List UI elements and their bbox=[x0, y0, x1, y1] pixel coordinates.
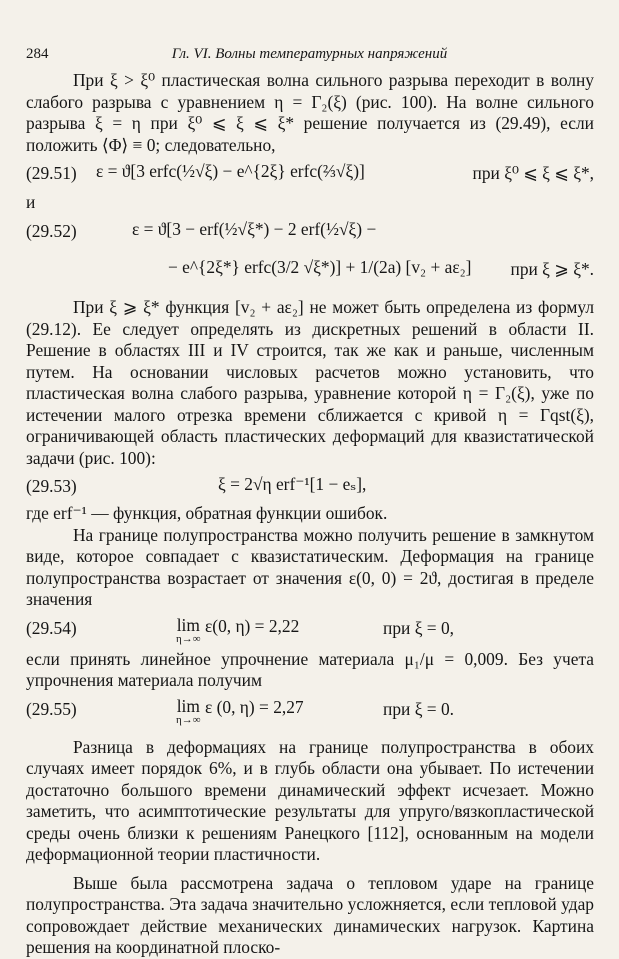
paragraph-6: Разница в деформациях на границе полупространства в обоих случаях имеет порядок 6%, и в глубь области она убывает. По истечении достаточно большого времени динамический эффект исчезает. Можно заметить, что асимптотические результаты для упруго/вязкопластической среды очень близки к решениям Ранецкого [112], основанным на модели деформационной теории пластичности. bbox=[26, 736, 594, 864]
running-title: Гл. VI. Волны температурных напряжений bbox=[171, 46, 448, 62]
paragraph-7: Выше была рассмотрена задача о тепловом ударе на границе полупространства. Эта задача значительно усложняется, если тепловой удар сопровождает действие механических динамических нагрузок. Картина решения на координатной плоско- bbox=[26, 872, 594, 957]
equation-29-51 bbox=[26, 156, 594, 190]
paragraph-3: где erf⁻¹ — функция, обратная функции ошибок. bbox=[26, 503, 388, 523]
page-number: 284 bbox=[26, 46, 49, 62]
equation-29-52-line-2 bbox=[26, 252, 594, 290]
equation-condition: при ξ ⩾ ξ*. bbox=[510, 259, 594, 279]
equation-formula: − e^{2ξ*} erfc(3/2 √ξ*)] + 1/(2a) [v₂ + aε₂] bbox=[168, 257, 472, 277]
limit-operator: lim η→∞ bbox=[176, 695, 201, 726]
equation-29-54 bbox=[26, 611, 594, 649]
equation-29-53 bbox=[26, 469, 594, 503]
page-body bbox=[26, 70, 594, 959]
equation-formula: ξ = 2√η erf⁻¹[1 − eₛ], bbox=[218, 474, 367, 494]
limit-operator: lim η→∞ bbox=[176, 614, 201, 645]
paragraph-5: если принять линейное упрочнение материала μ₁/μ = 0,009. Без учета упрочнения материала получим bbox=[26, 648, 594, 690]
equation-number: (29.55) bbox=[26, 698, 77, 719]
paragraph-2: При ξ ⩾ ξ* функция [v₂ + aε₂] не может быть определена из формул (29.12). Ее следует определять из дискретных решений в области II. Решение в областях III и IV строится, так же как и раньше, численным путем. На основании числовых расчетов можно установить, что пластическая волна слабого разрыва, уравнение которой η = Γ₂(ξ), уже по истечении малого отрезка времени сближается с кривой η = Γqst(ξ), ограничивающей область пластических деформаций для квазистатической задачи (рис. 100): bbox=[26, 297, 594, 468]
equation-formula: lim η→∞ ε (0, η) = 2,27 bbox=[176, 695, 304, 726]
paragraph-4: На границе полупространства можно получить решение в замкнутом виде, которое совпадает с квазистатическим. Деформация на границе полупространства возрастает от значения ε(0, 0) = 2ϑ, достигая в пределе значения bbox=[26, 524, 594, 609]
equation-29-52-line-1 bbox=[26, 214, 594, 252]
equation-formula: ε = ϑ[3 − erf(½√ξ*) − 2 erf(½√ξ) − bbox=[132, 219, 377, 239]
paragraph-1: При ξ > ξ⁰ пластическая волна сильного разрыва переходит в волну слабого разрыва с уравнением η = Γ₂(ξ) (рис. 100). На волне сильного разрыва ξ = η при ξ⁰ ⩽ ξ ⩽ ξ* решение получается из (29.49), если положить ⟨Φ⟩ ≡ 0; следовательно, bbox=[26, 70, 594, 155]
equation-condition: при ξ⁰ ⩽ ξ ⩽ ξ*, bbox=[472, 163, 594, 183]
equation-number: (29.53) bbox=[26, 476, 77, 496]
page-header bbox=[26, 46, 593, 66]
equation-formula: ε = ϑ[3 erfc(½√ξ) − e^{2ξ} erfc(⅔√ξ)] bbox=[96, 161, 365, 181]
equation-number: (29.54) bbox=[26, 617, 77, 638]
conjunction: и bbox=[26, 192, 36, 212]
equation-condition: при ξ = 0, bbox=[383, 617, 454, 638]
equation-formula: lim η→∞ ε(0, η) = 2,22 bbox=[176, 614, 300, 645]
equation-number: (29.51) bbox=[26, 163, 77, 183]
equation-number: (29.52) bbox=[26, 221, 77, 241]
equation-29-55 bbox=[26, 692, 594, 730]
equation-condition: при ξ = 0. bbox=[383, 698, 454, 719]
